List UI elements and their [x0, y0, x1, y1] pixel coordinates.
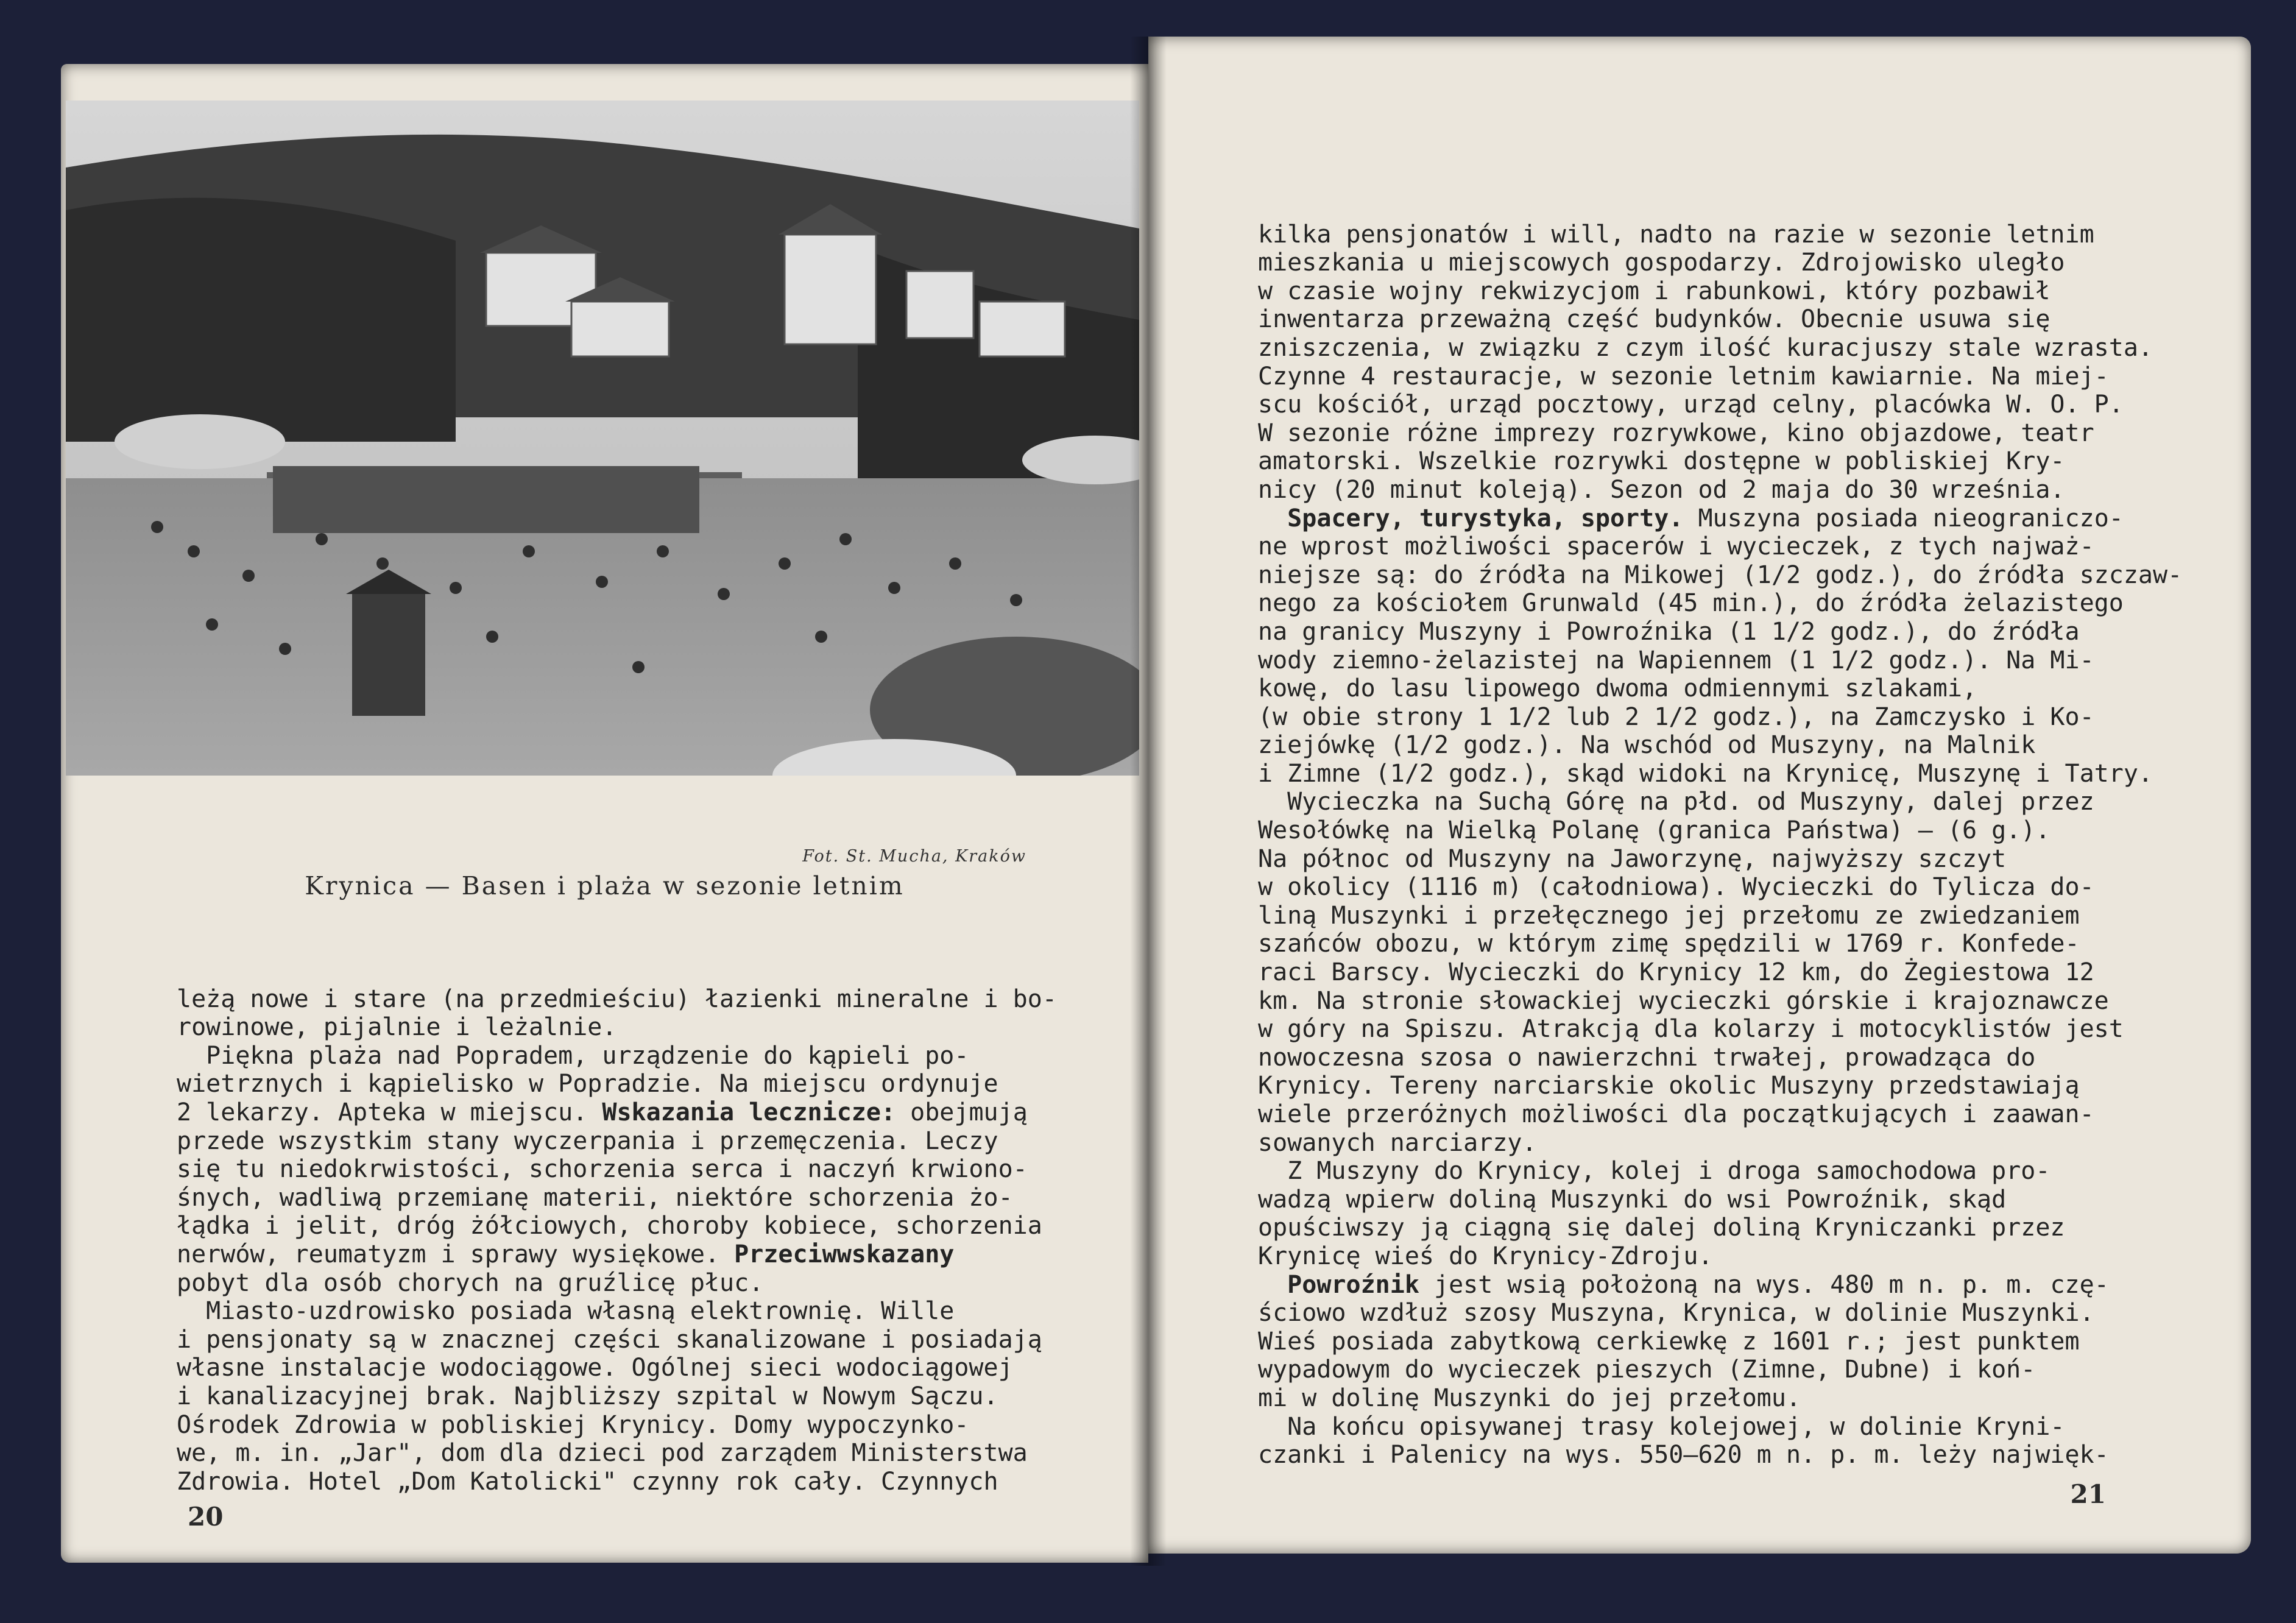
right-paragraph-3: Wycieczka na Suchą Górę na płd. od Muszyny, dalej przez Wesołówkę na Wielką Polanę (granica Państwa) — (6 g.). Na północ od Muszyny na Jaworzynę, najwyższy szczyt w okolicy (1116 m) (całodniowa). Wycieczki do Tylicza do- liną Muszynki i przełęcznego jej przełomu ze zwiedzaniem szańców obozu, w którym zimę spędzili w 1769 r. Konfede- raci Barscy. Wycieczki do Krynicy 12 km, do Żegiestowa 12 km. Na stronie słowackiej wycieczki górskie i krajoznawcze w góry na Spiszu. Atrakcją dla kolarzy i motocyklistów jest nowoczesna szosa o nawierzchni trwałej, prowadząca do Krynicy. Tereny narciarskie okolic Muszyny przedstawiają wiele przeróżnych możliwości dla początkujących i zaawan- sowanych narciarzy. [1258, 788, 2124, 1157]
photo-credit: Fot. St. Mucha, Kraków [802, 847, 1026, 866]
left-paragraph-2: Piękna plaża nad Popradem, urządzenie do kąpieli po- wietrznych i kąpielisko w Popradzie. Na miejscu ordynuje 2 lekarzy. Apteka w miejscu. Wskazania lecznicze: obejmują przede wszystkim stany wyczerpania i przemęczenia. Leczy się tu niedokrwistości, schorzenia serca i naczyń krwiono- śnych, wadliwą przemianę materii, niektóre schorzenia żo- łądka i jelit, dróg żółciowych, choroby kobiece, schorzenia nerwów, reumatyzm i sprawy wysiękowe. Przeciwwskazany pobyt dla osób chorych na gruźlicę płuc. [177, 1041, 1042, 1297]
right-paragraph-1: kilka pensjonatów i will, nadto na razie w sezonie letnim mieszkania u miejscowych gospodarzy. Zdrojowisko uległo w czasie wojny rekwizycjom i rabunkowi, który pozbawił inwentarza przeważną część budynków. Obecnie usuwa się zniszczenia, w związku z czym ilość kuracjuszy stale wzrasta. Czynne 4 restauracje, w sezonie letnim kawiarnie. Na miej- scu kościół, urząd pocztowy, urząd celny, placówka W. O. P. W sezonie różne imprezy rozrywkowe, kino objazdowe, teatr amatorski. Wszelkie rozrywki dostępne w pobliskiej Kry- nicy (20 minut koleją). Sezon od 2 maja do 30 września. [1258, 220, 2153, 504]
heading-powroznik: Powroźnik [1287, 1270, 1419, 1299]
photo-caption: Krynica — Basen i plaża w sezonie letnim [305, 871, 905, 900]
pool-beach-photo [66, 101, 1139, 776]
book-gutter [1130, 37, 1167, 1566]
photo-illustration [66, 101, 1139, 776]
left-paragraph-1: leżą nowe i stare (na przedmieściu) łazienki mineralne i bo- rowinowe, pijalnie i leżalnie. [177, 985, 1057, 1042]
right-page-body [1258, 192, 2182, 1469]
right-paragraph-5: Powroźnik jest wsią położoną na wys. 480 m n. p. m. czę- ściowo wzdłuż szosy Muszyna, Krynica, w dolinie Muszynki. Wieś posiada zabytkową cerkiewkę z 1601 r.; jest punktem wypadowym do wycieczek pieszych (Zimne, Dubne) i koń- mi w dolinę Muszynki do jej przełomu. [1258, 1270, 2109, 1412]
right-page [1148, 37, 2251, 1554]
page-number-left: 20 [188, 1502, 224, 1532]
heading-spacery: Spacery, turystyka, sporty. [1287, 504, 1684, 532]
page-number-right: 21 [2070, 1479, 2106, 1509]
left-paragraph-3: Miasto-uzdrowisko posiada własną elektrownię. Wille i pensjonaty są w znacznej części skanalizowane i posiadają własne instalacje wodociągowe. Ogólnej sieci wodociągowej i kanalizacyjnej brak. Najbliższy szpital w Nowym Sączu. Ośrodek Zdrowia w pobliskiej Krynicy. Domy wypoczynko- we, m. in. „Jar", dom dla dzieci pod zarządem Ministerstwa Zdrowia. Hotel „Dom Katolicki" czynny rok cały. Czynnych [177, 1297, 1042, 1496]
right-paragraph-4: Z Muszyny do Krynicy, kolej i droga samochodowa pro- wadzą wpierw doliną Muszynki do wsi Powroźnik, skąd opuściwszy ją ciągną się dalej doliną Kryniczanki przez Krynicę wieś do Krynicy-Zdroju. [1258, 1157, 2065, 1270]
right-paragraph-2: Spacery, turystyka, sporty. Muszyna posiada nieograniczo- ne wprost możliwości spacerów i wycieczek, z tych najważ- niejsze są: do źródła na Mikowej (1/2 godz.), do źródła szczaw- nego za kościołem Grunwald (45 min.), do źródła żelazistego na granicy Muszyny i Powroźnika (1 1/2 godz.), do źródła wody ziemno-żelazistej na Wapiennem (1 1/2 godz.). Na Mi- kowę, do lasu lipowego dwoma odmiennymi szlakami, (w obie strony 1 1/2 lub 2 1/2 godz.), na Zamczysko i Ko- ziejówkę (1/2 godz.). Na wschód od Muszyny, na Malnik i Zimne (1/2 godz.), skąd widoki na Krynicę, Muszynę i Tatry. [1258, 504, 2183, 788]
right-paragraph-6: Na końcu opisywanej trasy kolejowej, w dolinie Kryni- czanki i Palenicy na wys. 550—620 m n. p. m. leży najwięk- [1258, 1412, 2109, 1469]
left-page [61, 64, 1148, 1563]
left-page-body [177, 956, 1057, 1496]
